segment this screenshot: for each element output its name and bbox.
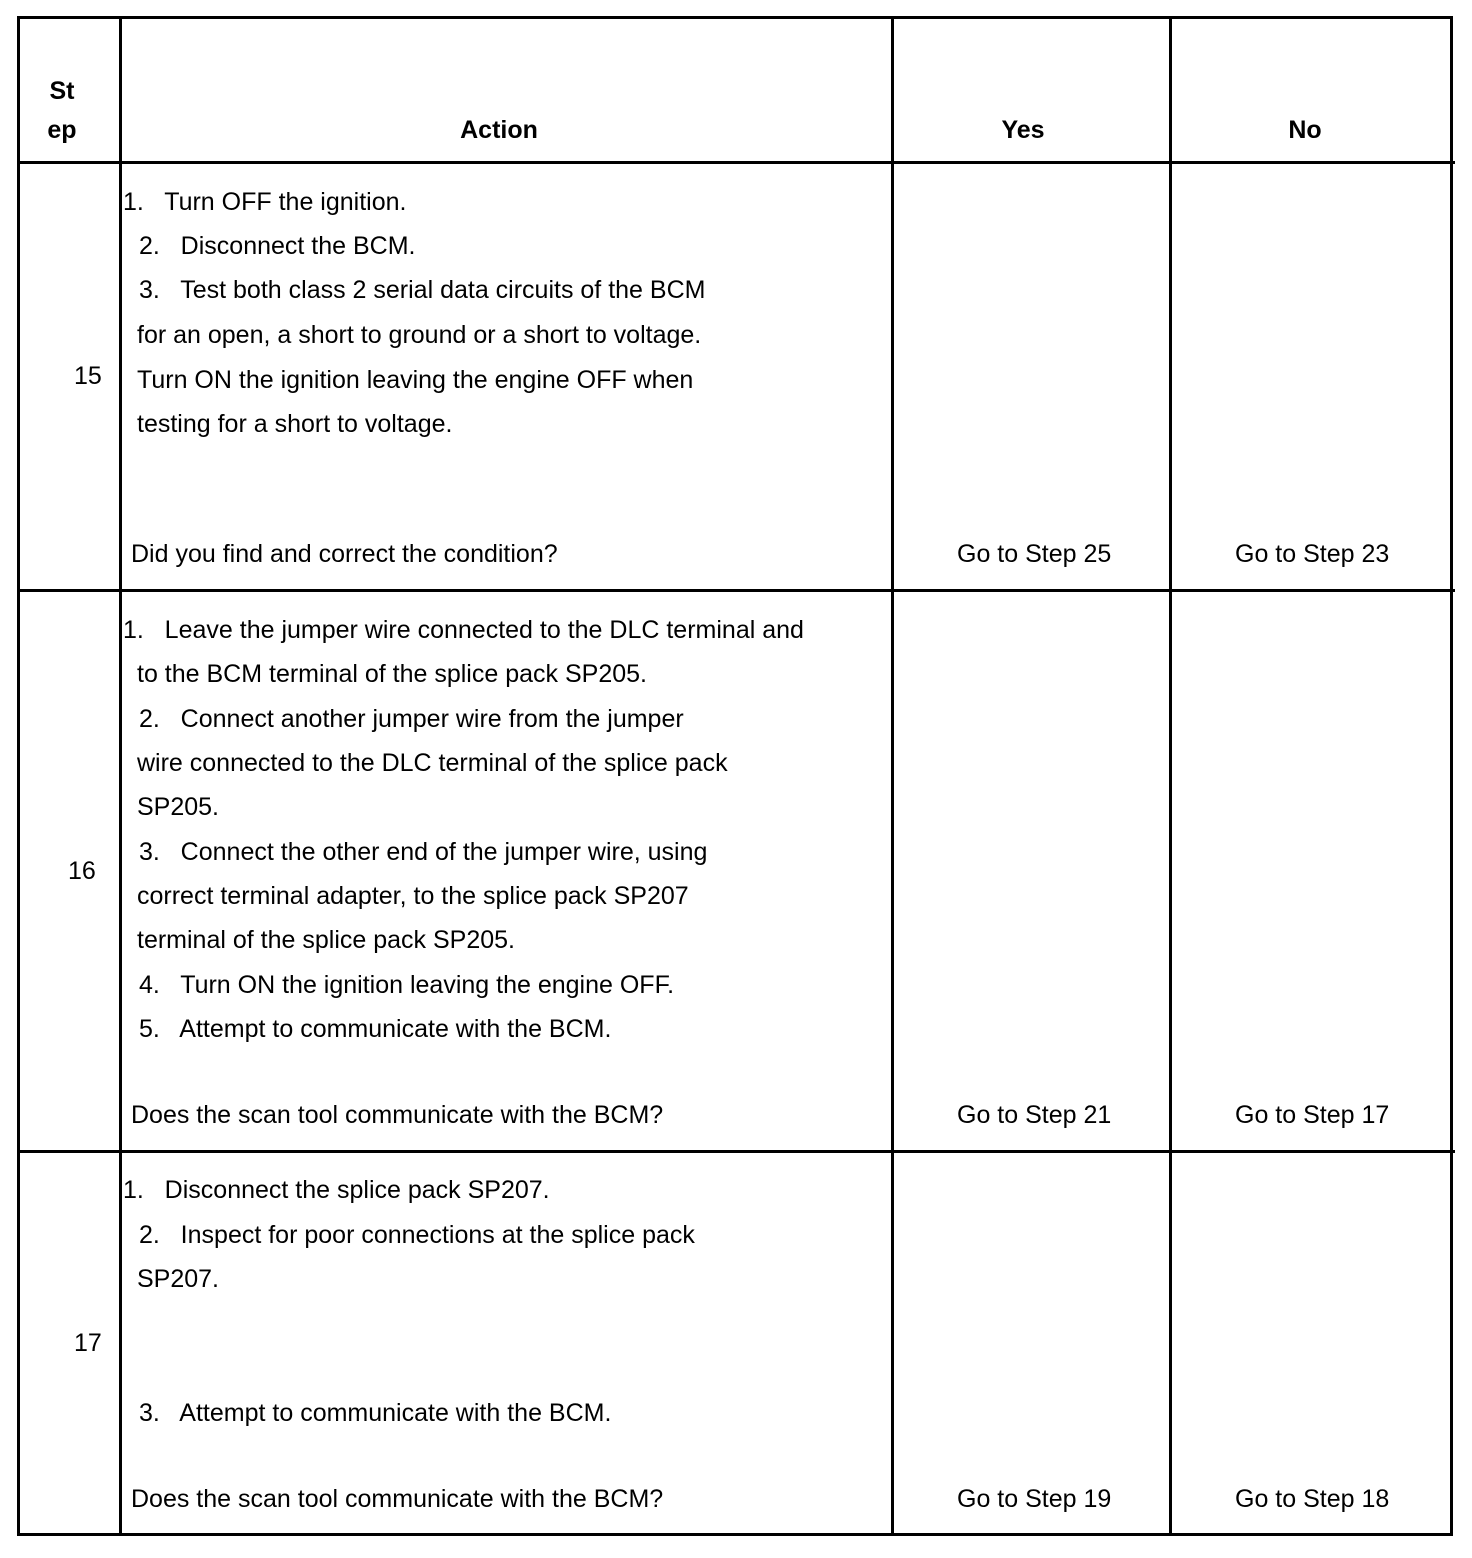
action-line: terminal of the splice pack SP205.: [137, 926, 515, 954]
action-line: 4. Turn ON the ignition leaving the engine OFF.: [139, 971, 675, 999]
table-border-left: [17, 16, 20, 1536]
action-line: 3. Attempt to communicate with the BCM.: [139, 1399, 612, 1427]
step-number: 15: [74, 362, 102, 390]
step-number: 16: [68, 857, 96, 885]
table-border-right: [1450, 16, 1453, 1536]
table-border-top: [17, 16, 1453, 19]
action-line: 1. Disconnect the splice pack SP207.: [123, 1176, 550, 1204]
action-line: 1. Leave the jumper wire connected to the DLC terminal and: [123, 616, 804, 644]
action-line: to the BCM terminal of the splice pack SP205.: [137, 660, 647, 688]
action-line: 1. Turn OFF the ignition.: [123, 188, 407, 216]
column-divider-action-yes: [891, 16, 894, 1536]
header-yes: Yes: [1001, 116, 1045, 144]
header-no: No: [1288, 116, 1322, 144]
yes-result: Go to Step 21: [957, 1101, 1112, 1129]
action-line: 2. Inspect for poor connections at the splice pack: [139, 1221, 695, 1249]
action-line: 5. Attempt to communicate with the BCM.: [139, 1015, 612, 1043]
action-question: Did you find and correct the condition?: [131, 540, 558, 568]
column-divider-step-action: [119, 16, 122, 1536]
action-line: 2. Connect another jumper wire from the jumper: [139, 705, 684, 733]
action-line: correct terminal adapter, to the splice pack SP207: [137, 882, 689, 910]
header-action: Action: [460, 116, 538, 144]
header-step-line2: ep: [47, 116, 77, 144]
row-divider-16-17: [17, 1150, 1455, 1153]
no-result: Go to Step 23: [1235, 540, 1390, 568]
row-divider-15-16: [17, 589, 1455, 592]
action-line: for an open, a short to ground or a short to voltage.: [137, 321, 702, 349]
action-line: 3. Test both class 2 serial data circuits of the BCM: [139, 276, 706, 304]
header-step-line1: St: [49, 77, 75, 105]
column-divider-yes-no: [1169, 16, 1172, 1536]
action-question: Does the scan tool communicate with the BCM?: [131, 1101, 664, 1129]
action-line: Turn ON the ignition leaving the engine OFF when: [137, 366, 694, 394]
action-line: SP205.: [137, 793, 220, 821]
no-result: Go to Step 17: [1235, 1101, 1390, 1129]
no-result: Go to Step 18: [1235, 1485, 1390, 1513]
header-divider: [17, 161, 1455, 164]
action-line: wire connected to the DLC terminal of the splice pack: [137, 749, 728, 777]
action-line: testing for a short to voltage.: [137, 410, 453, 438]
action-line: 2. Disconnect the BCM.: [139, 232, 416, 260]
action-question: Does the scan tool communicate with the BCM?: [131, 1485, 664, 1513]
yes-result: Go to Step 19: [957, 1485, 1112, 1513]
action-line: 3. Connect the other end of the jumper wire, using: [139, 838, 708, 866]
yes-result: Go to Step 25: [957, 540, 1112, 568]
step-number: 17: [74, 1329, 102, 1357]
table-border-bottom: [17, 1533, 1453, 1536]
action-line: SP207.: [137, 1265, 220, 1293]
